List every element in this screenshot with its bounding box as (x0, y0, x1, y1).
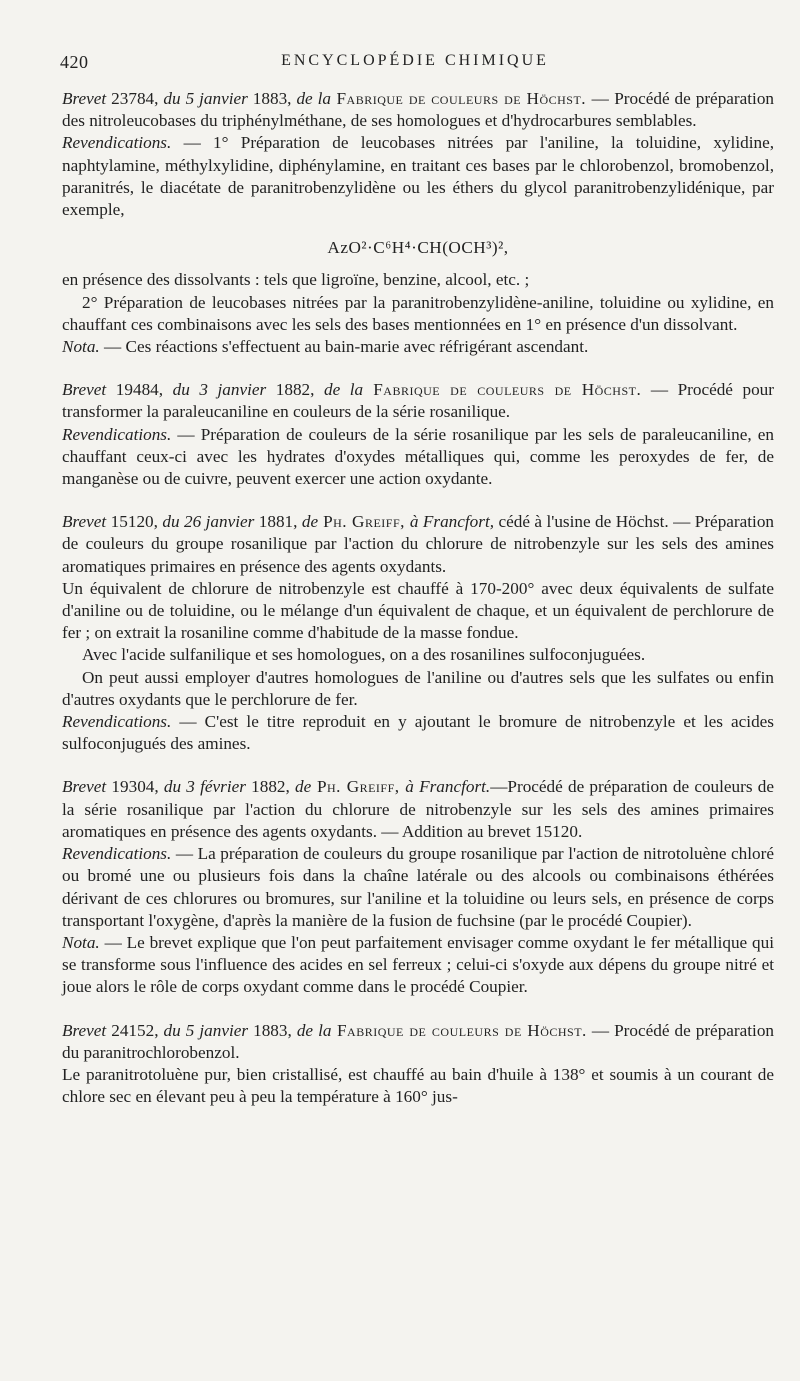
page-header (60, 52, 770, 74)
nota-text: — Ces réactions s'effectuent au bain-marie avec réfrigérant ascendant. (99, 337, 589, 357)
patent-place: à Francfort. (405, 777, 491, 797)
de: de (301, 512, 319, 532)
de-la: de la (296, 1020, 332, 1040)
claims-text: — La préparation de couleurs du groupe rosanilique par l'action de nitrotoluène chloré ou bromé une ou plusieurs fois dans la chaîne latérale ou des alcools ou combinaisons éthérées dérivant de ces chlorures ou bromures, sur l'aniline et la toluidine ou leurs sels, en présence de corps transportant l'oxygène, d'après la manière de la fusion de fuchsine (par le procédé Coupier). (62, 844, 774, 930)
brevet-label: Brevet (62, 777, 107, 797)
patent-year: 1883, (248, 1020, 297, 1040)
patent-year: 1882, (266, 380, 324, 400)
de: de (295, 777, 312, 797)
document-body (62, 88, 774, 1108)
paragraph: On peut aussi employer d'autres homologues de l'aniline ou d'autres sels que les sulfates ou enfin d'autres oxydants que le perchlorure de fer. (62, 667, 774, 709)
patent-title: cédé à l'usine de Höchst. — Préparation de couleurs du groupe rosanilique par l'action du chlorure de nitrobenzyle sur les sels des amines aromatiques primaires en présence des agents oxydants. (62, 512, 775, 576)
page-number: 420 (60, 52, 89, 72)
de-la: de la (296, 89, 331, 108)
paragraph: 2° Préparation de leucobases nitrées par la paranitrobenzylidène-aniline, toluidine ou xylidine, en chauffant ces combinaisons avec les sels des bases mentionnées en 1° en présence d'un dissolvant. (62, 292, 774, 334)
patent-date: du 3 janvier (172, 380, 267, 400)
claims-label: Revendications. (62, 712, 172, 732)
claims-text: — C'est le titre reproduit en y ajoutant le bromure de nitrobenzyle et les acides sulfoconjugués des amines. (62, 712, 774, 754)
patent-title: — Procédé de préparation du paranitrochlorobenzol. (62, 1020, 775, 1062)
paragraph: en présence des dissolvants : tels que ligroïne, benzine, alcool, etc. ; (62, 270, 530, 290)
claims-text: — 1° Préparation de leucobases nitrées par l'aniline, la toluidine, xylidine, naphtylamine, méthylxylidine, diphénylamine, en traitant ces bases par le chlorobenzol, bromobenzol, paranitrés, le diacétate de paranitrobenzylidène ou les éthers du glycol paranitrobenzylidénique, par exemple, (62, 133, 774, 220)
patent-number: 19304, (106, 777, 164, 797)
patent-year: 1881, (254, 512, 302, 532)
claims-paragraph (62, 843, 774, 932)
brevet-label: Brevet (62, 1020, 107, 1040)
patent-author: Ph. Greiff, (311, 777, 406, 797)
patent-date: du 5 janvier (163, 89, 248, 108)
patent-number: 15120, (106, 512, 163, 532)
de-la: de la (324, 380, 364, 400)
claims-text: — Préparation de couleurs de la série rosanilique par les sels de paraleucaniline, en chauffant ceux-ci avec les hydrates d'oxydes métalliques qui, comme les peroxydes de fer, de manganèse ou de cuivre, peuvent exercer une action oxydante. (62, 424, 774, 489)
patent-date: du 5 janvier (163, 1020, 249, 1040)
patent-number: 19484, (106, 380, 173, 400)
patent-year: 1882, (245, 777, 296, 797)
patent-entry-23784 (62, 88, 774, 132)
claims-label: Revendications. (62, 133, 172, 153)
patent-author: Ph. Greiff, (318, 512, 410, 532)
patent-entry-15120 (62, 511, 774, 578)
patent-title: — Procédé pour transformer la paraleucaniline en couleurs de la série rosanilique. (62, 380, 774, 422)
patent-number: 23784, (106, 89, 164, 108)
nota-paragraph (62, 932, 774, 999)
paragraph: Le paranitrotoluène pur, bien cristallisé, est chauffé au bain d'huile à 138° et soumis à un courant de chlore sec en élevant peu à peu la température à 160° jus- (62, 1064, 774, 1107)
nota-label: Nota. (62, 932, 100, 952)
patent-entry-19484 (62, 379, 774, 423)
patent-entry-19304 (62, 776, 774, 843)
nota-label: Nota. (62, 337, 100, 357)
claims-paragraph (62, 132, 774, 221)
nota-text: — Le brevet explique que l'on peut parfaitement envisager comme oxydant le fer métallique qui se transforme sous l'influence des acides en sel ferreux ; celui-ci s'oxyde aux dépens du groupe nitré et joue alors le rôle de corps oxydant comme dans le procédé Coupier. (62, 932, 774, 997)
patent-title: Procédé de préparation des nitroleucobases du triphénylméthane, de ses homologues et d'hydrocarbures semblables. (62, 89, 775, 131)
brevet-label: Brevet (62, 89, 107, 108)
brevet-label: Brevet (62, 380, 107, 400)
claims-paragraph (62, 711, 774, 755)
paragraph: Avec l'acide sulfanilique et ses homologues, on a des rosanilines sulfoconjuguées. (82, 645, 646, 665)
patent-holder: Fabrique de couleurs de Höchst. — (331, 89, 610, 108)
patent-holder: Fabrique de couleurs de Höchst. (363, 380, 642, 400)
chemical-formula: AzO²·C⁶H⁴·CH(OCH³)², (327, 238, 509, 258)
patent-date: du 26 janvier (162, 512, 255, 532)
claims-paragraph (62, 424, 774, 491)
patent-title: —Procédé de préparation de couleurs de la série rosanilique par l'action du chlorure de nitrobenzyle sur les sels des amines primaires aromatiques en présence des agents oxydants. — Addition au brevet 15120. (62, 777, 774, 841)
patent-entry-24152 (62, 1020, 774, 1064)
patent-number: 24152, (106, 1020, 164, 1040)
patent-year: 1883, (247, 89, 297, 108)
claims-label: Revendications. (62, 844, 172, 864)
paragraph: Un équivalent de chlorure de nitrobenzyle est chauffé à 170-200° avec deux équivalents de sulfate d'aniline ou de toluidine, ou le mélange d'un équivalent de chaque, et un équivalent de perchlorure de fer ; on extrait la rosaniline comme d'habitude de la masse fondue. (62, 578, 774, 643)
claims-label: Revendications. (62, 424, 172, 444)
patent-place: à Francfort, (409, 512, 495, 532)
patent-holder: Fabrique de couleurs de Höchst. (331, 1020, 587, 1040)
nota-paragraph (62, 336, 774, 358)
running-title: ENCYCLOPÉDIE CHIMIQUE (281, 52, 549, 69)
patent-date: du 3 février (163, 777, 246, 797)
brevet-label: Brevet (62, 512, 107, 532)
